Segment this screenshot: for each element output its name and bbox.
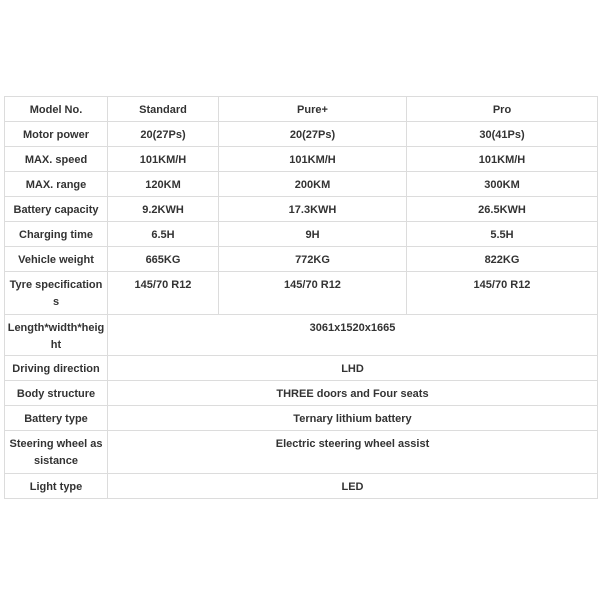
cell-pro: 30(41Ps) — [407, 122, 598, 147]
cell-standard: 145/70 R12 — [108, 272, 219, 315]
table-row-max-range — [5, 172, 598, 197]
cell-standard: 6.5H — [108, 222, 219, 247]
cell-pure-plus: 200KM — [219, 172, 407, 197]
spec-table — [4, 96, 598, 499]
table-row-battery-capacity — [5, 197, 598, 222]
table-row-driving-direction — [5, 356, 598, 381]
cell-shared-value: LHD — [108, 356, 598, 381]
table-row-tyre-specifications — [5, 272, 598, 315]
row-label: Length*width*height — [5, 315, 108, 356]
cell-pro: 822KG — [407, 247, 598, 272]
cell-pro: 26.5KWH — [407, 197, 598, 222]
row-label: Steering wheel assistance — [5, 431, 108, 474]
row-label: MAX. speed — [5, 147, 108, 172]
cell-standard: 120KM — [108, 172, 219, 197]
cell-shared-value: THREE doors and Four seats — [108, 381, 598, 406]
cell-pure-plus: 20(27Ps) — [219, 122, 407, 147]
cell-pro: 101KM/H — [407, 147, 598, 172]
table-row-vehicle-weight — [5, 247, 598, 272]
row-label: Battery capacity — [5, 197, 108, 222]
table-row-dimensions — [5, 315, 598, 356]
cell-pro: 145/70 R12 — [407, 272, 598, 315]
cell-standard: 9.2KWH — [108, 197, 219, 222]
row-label: Light type — [5, 474, 108, 499]
table-row-max-speed — [5, 147, 598, 172]
cell-pro: 5.5H — [407, 222, 598, 247]
table-row-charging-time — [5, 222, 598, 247]
cell-pure-plus: 17.3KWH — [219, 197, 407, 222]
cell-shared-value: Ternary lithium battery — [108, 406, 598, 431]
row-label: Charging time — [5, 222, 108, 247]
cell-pro: 300KM — [407, 172, 598, 197]
table-row-body-structure — [5, 381, 598, 406]
row-label: Tyre specifications — [5, 272, 108, 315]
cell-shared-value: Electric steering wheel assist — [108, 431, 598, 474]
cell-pure-plus: 772KG — [219, 247, 407, 272]
row-label: Battery type — [5, 406, 108, 431]
table-row-steering-assistance — [5, 431, 598, 474]
header-cell-model-no: Model No. — [5, 97, 108, 122]
row-label: Driving direction — [5, 356, 108, 381]
cell-pure-plus: 101KM/H — [219, 147, 407, 172]
table-row-motor-power — [5, 122, 598, 147]
cell-shared-value: LED — [108, 474, 598, 499]
table-row-light-type — [5, 474, 598, 499]
cell-shared-value: 3061x1520x1665 — [108, 315, 598, 356]
cell-standard: 665KG — [108, 247, 219, 272]
table-row-battery-type — [5, 406, 598, 431]
cell-pure-plus: 9H — [219, 222, 407, 247]
header-cell-pure-plus: Pure+ — [219, 97, 407, 122]
header-cell-standard: Standard — [108, 97, 219, 122]
row-label: Vehicle weight — [5, 247, 108, 272]
row-label: Motor power — [5, 122, 108, 147]
row-label: Body structure — [5, 381, 108, 406]
cell-pure-plus: 145/70 R12 — [219, 272, 407, 315]
row-label: MAX. range — [5, 172, 108, 197]
header-cell-pro: Pro — [407, 97, 598, 122]
cell-standard: 20(27Ps) — [108, 122, 219, 147]
cell-standard: 101KM/H — [108, 147, 219, 172]
table-header-row — [5, 97, 598, 122]
